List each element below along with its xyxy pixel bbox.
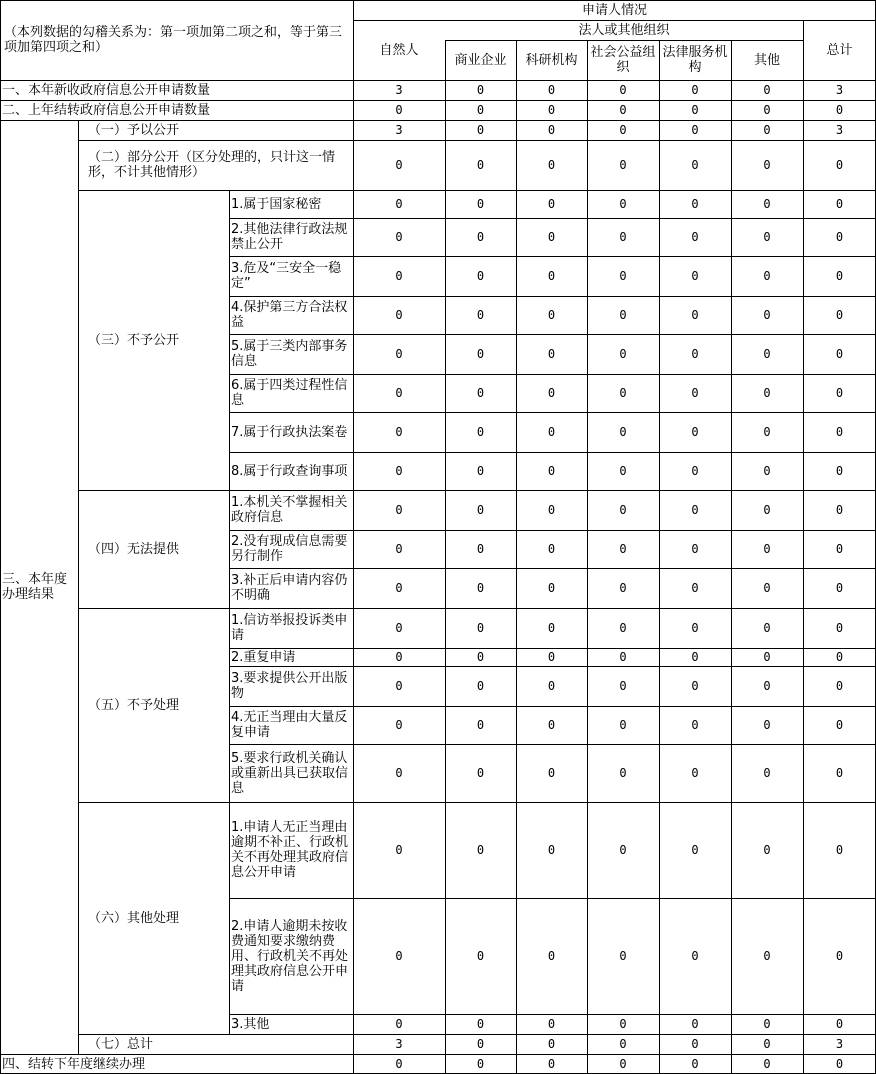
value-cell: 0	[691, 541, 699, 556]
value-cell: 0	[835, 1056, 844, 1071]
group-partial: （二）部分公开（区分处理的，只计这一情形，不计其他情形）	[88, 150, 336, 180]
header-note: （本列数据的勾稽关系为：第一项加第二项之和，等于第三项加第四项之和）	[4, 25, 343, 55]
grid-line	[229, 744, 876, 745]
value-cell: 0	[691, 82, 699, 97]
group-not-disclosed: （三）不予公开	[88, 332, 180, 348]
value-cell: 0	[547, 580, 556, 595]
value-cell: 0	[691, 1016, 699, 1031]
grid-line	[229, 530, 876, 531]
value-cell: 0	[835, 424, 844, 439]
value-cell: 0	[476, 1036, 485, 1051]
value-cell: 0	[835, 765, 844, 780]
sub-item-label: 2.重复申请	[231, 649, 296, 665]
value-cell: 0	[619, 1056, 627, 1071]
grid-line	[516, 40, 517, 1074]
value-cell: 0	[619, 229, 627, 244]
sub-item-label: 2.没有现成信息需要另行制作	[231, 534, 348, 564]
value-cell: 0	[835, 717, 844, 732]
value-cell: 0	[691, 102, 699, 117]
value-cell: 0	[835, 346, 844, 361]
value-cell: 0	[763, 765, 771, 780]
value-cell: 0	[835, 620, 844, 635]
value-cell: 0	[619, 196, 627, 211]
value-cell: 0	[619, 268, 627, 283]
value-cell: 0	[547, 1036, 556, 1051]
grid-line	[0, 100, 876, 101]
value-cell: 0	[691, 502, 699, 517]
value-cell: 0	[547, 1056, 556, 1071]
value-cell: 0	[619, 580, 627, 595]
value-cell: 0	[395, 717, 403, 732]
value-cell: 0	[763, 620, 771, 635]
sub-item-label: 3.危及“三安全一稳定”	[231, 261, 342, 291]
value-cell: 0	[547, 717, 556, 732]
value-cell: 0	[763, 678, 771, 693]
value-cell: 0	[476, 229, 485, 244]
sub-item-label: 3.要求提供公开出版物	[231, 671, 348, 701]
value-cell: 0	[835, 580, 844, 595]
value-cell: 0	[835, 196, 844, 211]
grid-line	[229, 706, 876, 707]
value-cell: 0	[835, 649, 844, 664]
value-cell: 0	[619, 649, 627, 664]
value-cell: 0	[763, 346, 771, 361]
group-disclosed: （一）予以公开	[88, 122, 180, 138]
value-cell: 0	[691, 122, 699, 137]
value-cell: 0	[476, 102, 485, 117]
value-cell: 0	[395, 102, 403, 117]
grid-line	[229, 648, 876, 649]
grid-line	[587, 40, 588, 1074]
grid-line	[78, 802, 876, 803]
value-cell: 0	[763, 717, 771, 732]
value-cell: 0	[395, 1056, 403, 1071]
value-cell: 0	[691, 580, 699, 595]
grid-line	[803, 20, 804, 1074]
value-cell: 0	[476, 842, 485, 857]
grid-line	[229, 490, 230, 608]
row-label-results: 三、本年度办理结果	[2, 572, 68, 602]
value-cell: 0	[835, 541, 844, 556]
value-cell: 0	[691, 948, 699, 963]
value-cell: 0	[835, 948, 844, 963]
value-cell: 0	[763, 268, 771, 283]
value-cell: 0	[619, 620, 627, 635]
value-cell: 0	[691, 385, 699, 400]
value-cell: 0	[476, 502, 485, 517]
value-cell: 0	[763, 196, 771, 211]
value-cell: 0	[395, 580, 403, 595]
value-cell: 0	[476, 948, 485, 963]
value-cell: 0	[619, 1016, 627, 1031]
value-cell: 0	[763, 157, 771, 172]
value-cell: 0	[547, 502, 556, 517]
group-total: （七）总计	[88, 1036, 154, 1052]
value-cell: 0	[691, 765, 699, 780]
value-cell: 0	[691, 196, 699, 211]
value-cell: 0	[476, 157, 485, 172]
value-cell: 0	[619, 346, 627, 361]
row-label-new: 一、本年新收政府信息公开申请数量	[2, 82, 211, 98]
value-cell: 0	[619, 122, 627, 137]
grid-line	[0, 120, 876, 121]
value-cell: 0	[547, 541, 556, 556]
value-cell: 0	[619, 82, 627, 97]
value-cell: 0	[476, 765, 485, 780]
sub-item-label: 1.信访举报投诉类申请	[231, 613, 348, 643]
grid-line	[0, 80, 876, 81]
value-cell: 0	[547, 1016, 556, 1031]
grid-line	[229, 666, 876, 667]
value-cell: 0	[395, 678, 403, 693]
value-cell: 0	[476, 1016, 485, 1031]
row-label-carried: 二、上年结转政府信息公开申请数量	[2, 102, 211, 118]
value-cell: 0	[476, 196, 485, 211]
value-cell: 0	[395, 948, 403, 963]
grid-line	[229, 898, 876, 899]
sub-item-label: 5.要求行政机关确认或重新出具已获取信息	[231, 750, 349, 796]
value-cell: 0	[619, 842, 627, 857]
value-cell: 0	[763, 463, 771, 478]
row-label-next-year: 四、结转下年度继续办理	[2, 1056, 146, 1072]
value-cell: 0	[835, 229, 844, 244]
value-cell: 3	[835, 122, 844, 137]
grid-line	[229, 296, 876, 297]
value-cell: 0	[619, 424, 627, 439]
grid-line	[229, 334, 876, 335]
sub-item-label: 1.本机关不掌握相关政府信息	[231, 495, 348, 525]
value-cell: 0	[691, 620, 699, 635]
value-cell: 0	[691, 157, 699, 172]
value-cell: 0	[835, 157, 844, 172]
value-cell: 0	[691, 842, 699, 857]
value-cell: 0	[763, 424, 771, 439]
value-cell: 0	[395, 268, 403, 283]
grid-line	[229, 608, 230, 802]
value-cell: 0	[691, 268, 699, 283]
grid-line	[78, 120, 79, 1054]
grid-line	[229, 412, 876, 413]
col-commercial: 商业企业	[454, 52, 507, 68]
value-cell: 0	[395, 1016, 403, 1031]
value-cell: 0	[547, 102, 556, 117]
value-cell: 0	[547, 649, 556, 664]
sub-item-label: 3.其他	[231, 1016, 270, 1032]
value-cell: 0	[395, 307, 403, 322]
col-research: 科研机构	[525, 52, 578, 68]
grid-line	[445, 40, 803, 41]
sub-item-label: 5.属于三类内部事务信息	[231, 339, 348, 369]
value-cell: 0	[476, 678, 485, 693]
value-cell: 0	[619, 678, 627, 693]
value-cell: 0	[835, 678, 844, 693]
value-cell: 0	[835, 268, 844, 283]
value-cell: 0	[763, 948, 771, 963]
sub-item-label: 7.属于行政执法案卷	[231, 424, 348, 440]
value-cell: 0	[547, 678, 556, 693]
value-cell: 0	[835, 502, 844, 517]
grid-line	[0, 1054, 876, 1055]
value-cell: 0	[835, 463, 844, 478]
value-cell: 0	[619, 717, 627, 732]
grid-line	[0, 0, 876, 1]
value-cell: 0	[691, 649, 699, 664]
value-cell: 0	[547, 385, 556, 400]
col-total: 总计	[826, 42, 853, 58]
grid-line	[731, 40, 732, 1074]
value-cell: 0	[619, 157, 627, 172]
value-cell: 0	[835, 385, 844, 400]
value-cell: 3	[835, 82, 844, 97]
value-cell: 0	[691, 307, 699, 322]
grid-line	[0, 0, 1, 1074]
value-cell: 0	[547, 268, 556, 283]
grid-line	[229, 1014, 876, 1015]
value-cell: 0	[476, 82, 485, 97]
value-cell: 0	[763, 229, 771, 244]
grid-line	[229, 802, 230, 1034]
sub-item-label: 4.无正当理由大量反复申请	[231, 710, 348, 740]
value-cell: 0	[395, 385, 403, 400]
value-cell: 0	[476, 268, 485, 283]
grid-line	[78, 490, 876, 491]
value-cell: 0	[763, 541, 771, 556]
value-cell: 0	[619, 385, 627, 400]
header-applicant: 申请人情况	[581, 2, 647, 18]
value-cell: 0	[619, 102, 627, 117]
value-cell: 0	[547, 82, 556, 97]
grid-line	[353, 0, 354, 1074]
grid-line	[659, 40, 660, 1074]
value-cell: 0	[763, 1036, 771, 1051]
value-cell: 0	[476, 385, 485, 400]
value-cell: 0	[547, 424, 556, 439]
value-cell: 0	[763, 1056, 771, 1071]
value-cell: 0	[395, 196, 403, 211]
value-cell: 0	[835, 307, 844, 322]
grid-line	[353, 20, 876, 21]
value-cell: 0	[763, 580, 771, 595]
value-cell: 0	[763, 122, 771, 137]
value-cell: 0	[547, 765, 556, 780]
grid-line	[229, 568, 876, 569]
value-cell: 0	[395, 346, 403, 361]
sub-item-label: 2.其他法律行政法规禁止公开	[231, 222, 348, 252]
value-cell: 0	[547, 620, 556, 635]
value-cell: 0	[763, 102, 771, 117]
value-cell: 0	[547, 842, 556, 857]
sub-item-label: 3.补正后申请内容仍不明确	[231, 573, 348, 603]
sub-item-label: 8.属于行政查询事项	[231, 463, 348, 479]
value-cell: 3	[835, 1036, 844, 1051]
value-cell: 0	[547, 157, 556, 172]
value-cell: 0	[763, 842, 771, 857]
value-cell: 0	[691, 1036, 699, 1051]
value-cell: 0	[395, 842, 403, 857]
group-other-processing: （六）其他处理	[88, 910, 180, 926]
sub-item-label: 6.属于四类过程性信息	[231, 378, 348, 408]
value-cell: 0	[763, 649, 771, 664]
value-cell: 0	[619, 765, 627, 780]
col-other: 其他	[753, 52, 780, 68]
value-cell: 0	[395, 463, 403, 478]
value-cell: 0	[547, 307, 556, 322]
value-cell: 0	[395, 541, 403, 556]
sub-item-label: 1.属于国家秘密	[231, 196, 322, 212]
value-cell: 0	[547, 463, 556, 478]
value-cell: 0	[619, 463, 627, 478]
value-cell: 0	[547, 196, 556, 211]
grid-line	[445, 40, 446, 1074]
value-cell: 3	[395, 82, 403, 97]
value-cell: 0	[476, 122, 485, 137]
value-cell: 0	[395, 649, 403, 664]
value-cell: 0	[395, 157, 403, 172]
value-cell: 0	[476, 307, 485, 322]
value-cell: 0	[691, 678, 699, 693]
value-cell: 0	[691, 1056, 699, 1071]
value-cell: 0	[763, 82, 771, 97]
sub-item-label: 1.申请人无正当理由逾期不补正、行政机关不再处理其政府信息公开申请	[231, 820, 349, 880]
value-cell: 0	[691, 463, 699, 478]
value-cell: 0	[547, 229, 556, 244]
value-cell: 0	[835, 1016, 844, 1031]
value-cell: 0	[619, 541, 627, 556]
col-public-welfare: 社会公益组织	[590, 45, 656, 75]
value-cell: 0	[691, 229, 699, 244]
grid-line	[229, 452, 876, 453]
value-cell: 0	[763, 1016, 771, 1031]
group-not-processed: （五）不予处理	[88, 697, 180, 713]
value-cell: 0	[395, 502, 403, 517]
value-cell: 0	[835, 842, 844, 857]
value-cell: 0	[619, 948, 627, 963]
value-cell: 0	[619, 1036, 627, 1051]
group-unable: （四）无法提供	[88, 541, 180, 557]
value-cell: 0	[547, 346, 556, 361]
value-cell: 0	[476, 580, 485, 595]
value-cell: 0	[763, 307, 771, 322]
grid-line	[78, 608, 876, 609]
value-cell: 0	[476, 463, 485, 478]
grid-line	[229, 256, 876, 257]
value-cell: 0	[691, 717, 699, 732]
value-cell: 0	[619, 307, 627, 322]
value-cell: 3	[395, 1036, 403, 1051]
value-cell: 0	[547, 122, 556, 137]
grid-line	[229, 190, 230, 490]
value-cell: 0	[395, 229, 403, 244]
value-cell: 0	[395, 765, 403, 780]
value-cell: 0	[835, 102, 844, 117]
value-cell: 0	[763, 385, 771, 400]
header-legal: 法人或其他组织	[578, 22, 670, 38]
grid-line	[229, 374, 876, 375]
value-cell: 0	[476, 346, 485, 361]
sub-item-label: 4.保护第三方合法权益	[231, 300, 348, 330]
value-cell: 0	[547, 948, 556, 963]
value-cell: 0	[476, 424, 485, 439]
value-cell: 0	[476, 649, 485, 664]
grid-line	[229, 218, 876, 219]
col-natural-person: 自然人	[379, 42, 419, 58]
value-cell: 0	[395, 424, 403, 439]
value-cell: 0	[476, 541, 485, 556]
grid-line	[78, 1034, 876, 1035]
value-cell: 0	[476, 717, 485, 732]
value-cell: 0	[619, 502, 627, 517]
value-cell: 0	[763, 502, 771, 517]
grid-line	[78, 190, 876, 191]
value-cell: 0	[395, 620, 403, 635]
sub-item-label: 2.申请人逾期未按收费通知要求缴纳费用、行政机关不再处理其政府信息公开申请	[231, 918, 349, 994]
col-legal-service: 法律服务机构	[662, 45, 728, 75]
value-cell: 3	[395, 122, 403, 137]
value-cell: 0	[691, 346, 699, 361]
grid-line	[78, 140, 876, 141]
value-cell: 0	[476, 620, 485, 635]
value-cell: 0	[476, 1056, 485, 1071]
value-cell: 0	[691, 424, 699, 439]
